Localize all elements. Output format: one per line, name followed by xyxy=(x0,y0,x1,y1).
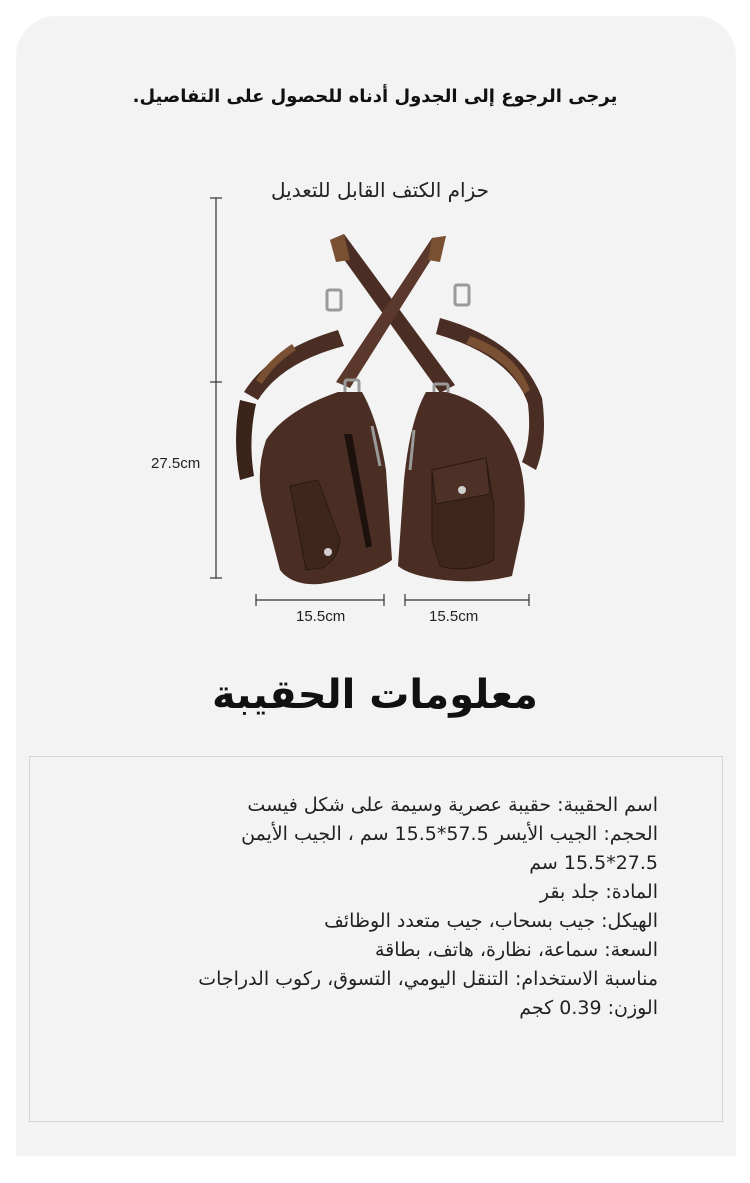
height-dimension-line xyxy=(210,198,222,578)
width-dimension-line-right xyxy=(405,594,529,606)
info-list xyxy=(178,791,658,1023)
width-label-right: 15.5cm xyxy=(429,608,479,625)
info-box xyxy=(29,756,723,1122)
section-title: معلومات الحقيبة xyxy=(212,672,538,718)
strap-label: حزام الكتف القابل للتعديل xyxy=(270,178,490,202)
intro-text: يرجى الرجوع إلى الجدول أدناه للحصول على التفاصيل. xyxy=(132,86,618,107)
info-occasion: مناسبة الاستخدام: التنقل اليومي، التسوق، ركوب الدراجات xyxy=(198,968,658,990)
info-name: اسم الحقيبة: حقيبة عصرية وسيمة على شكل فيست xyxy=(247,794,658,816)
info-material: المادة: جلد بقر xyxy=(539,881,658,903)
info-weight: الوزن: 0.39 كجم xyxy=(519,997,658,1019)
info-capacity: السعة: سماعة، نظارة، هاتف، بطاقة xyxy=(374,939,658,961)
info-structure: الهيكل: جيب بسحاب، جيب متعدد الوظائف xyxy=(324,910,658,932)
left-bag-panel xyxy=(260,392,392,584)
info-size: الحجم: الجيب الأيسر 57.5*15.5 سم ، الجيب الأيمن 27.5*15.5 سم xyxy=(241,823,658,874)
height-label: 27.5cm xyxy=(151,455,201,472)
right-bag-panel xyxy=(398,392,525,581)
width-dimension-line-left xyxy=(256,594,384,606)
width-label-left: 15.5cm xyxy=(296,608,346,625)
